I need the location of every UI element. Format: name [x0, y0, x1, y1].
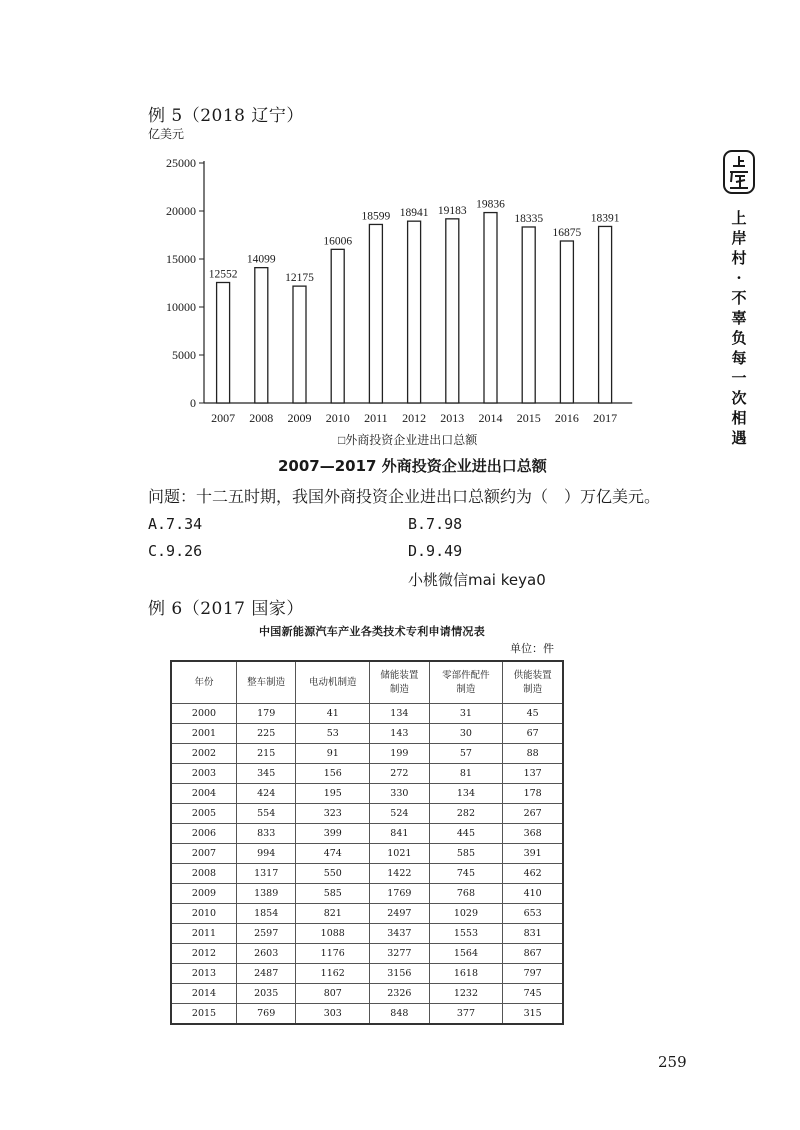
value-cell: 2035 — [237, 984, 296, 1004]
data-label: 14099 — [246, 253, 276, 266]
value-cell: 178 — [503, 784, 563, 804]
option-b: B.7.98 — [408, 515, 463, 533]
header-cell: 零部件配件 制造 — [429, 661, 503, 704]
value-cell: 30 — [429, 724, 503, 744]
y-tick-label: 25000 — [166, 156, 196, 170]
value-cell: 585 — [429, 844, 503, 864]
value-cell: 3277 — [370, 944, 429, 964]
value-cell: 797 — [503, 964, 563, 984]
value-cell: 215 — [237, 744, 296, 764]
data-label: 12552 — [208, 268, 238, 281]
value-cell: 330 — [370, 784, 429, 804]
option-c: C.9.26 — [148, 542, 203, 560]
value-cell: 848 — [370, 1004, 429, 1025]
page-number: 259 — [658, 1053, 687, 1071]
x-tick-label: 2011 — [364, 411, 388, 425]
value-cell: 554 — [237, 804, 296, 824]
slogan-char: 岸 — [731, 229, 747, 247]
value-cell: 745 — [503, 984, 563, 1004]
bar — [599, 226, 612, 403]
bar — [217, 283, 230, 403]
bar — [560, 241, 573, 403]
value-cell: 445 — [429, 824, 503, 844]
data-label: 16006 — [323, 235, 353, 248]
value-cell: 474 — [296, 844, 370, 864]
value-cell: 345 — [237, 764, 296, 784]
value-cell: 821 — [296, 904, 370, 924]
table-row — [171, 704, 563, 724]
value-cell: 2326 — [370, 984, 429, 1004]
header-cell: 整车制造 — [237, 661, 296, 704]
year-cell: 2002 — [171, 744, 237, 764]
value-cell: 1389 — [237, 884, 296, 904]
value-cell: 199 — [370, 744, 429, 764]
value-cell: 1564 — [429, 944, 503, 964]
value-cell: 134 — [429, 784, 503, 804]
value-cell: 377 — [429, 1004, 503, 1025]
legend-entry: □外商投资企业进出口总额 — [338, 433, 478, 447]
value-cell: 1021 — [370, 844, 429, 864]
x-tick-label: 2014 — [478, 411, 503, 425]
value-cell: 303 — [296, 1004, 370, 1025]
y-axis-unit-label: 亿美元 — [148, 127, 185, 141]
value-cell: 143 — [370, 724, 429, 744]
table-row — [171, 824, 563, 844]
value-cell: 41 — [296, 704, 370, 724]
table-row — [171, 884, 563, 904]
value-cell: 994 — [237, 844, 296, 864]
table-row — [171, 924, 563, 944]
value-cell: 769 — [237, 1004, 296, 1025]
year-cell: 2010 — [171, 904, 237, 924]
bar — [331, 249, 344, 403]
table-row — [171, 844, 563, 864]
x-tick-label: 2010 — [325, 411, 350, 425]
bar — [293, 286, 306, 403]
year-cell: 2009 — [171, 884, 237, 904]
value-cell: 745 — [429, 864, 503, 884]
value-cell: 323 — [296, 804, 370, 824]
sidebar-slogan — [726, 208, 752, 448]
year-cell: 2006 — [171, 824, 237, 844]
example5-title: 例 5（2018 辽宁） — [148, 106, 304, 126]
x-tick-label: 2013 — [440, 411, 465, 425]
question-text: 问题：十二五时期，我国外商投资企业进出口总额约为（ ）万亿美元。 — [148, 487, 661, 506]
option-a: A.7.34 — [148, 515, 203, 533]
year-cell: 2012 — [171, 944, 237, 964]
year-cell: 2011 — [171, 924, 237, 944]
slogan-char: 次 — [731, 389, 747, 407]
value-cell: 137 — [503, 764, 563, 784]
value-cell: 368 — [503, 824, 563, 844]
bar-chart — [140, 122, 640, 452]
table-header-row — [171, 661, 563, 704]
example6-title: 例 6（2017 国家） — [148, 599, 304, 619]
slogan-char: 负 — [731, 329, 747, 347]
header-cell: 储能装置 制造 — [370, 661, 429, 704]
value-cell: 1553 — [429, 924, 503, 944]
y-tick-label: 0 — [190, 396, 196, 410]
value-cell: 134 — [370, 704, 429, 724]
value-cell: 3156 — [370, 964, 429, 984]
header-cell: 年份 — [171, 661, 237, 704]
table-title: 中国新能源汽车产业各类技术专利申请情况表 — [259, 625, 485, 638]
value-cell: 391 — [503, 844, 563, 864]
table-row — [171, 724, 563, 744]
value-cell: 1317 — [237, 864, 296, 884]
data-label: 18391 — [590, 212, 620, 225]
slogan-char: 上 — [731, 209, 747, 227]
slogan-char: 村 — [731, 249, 747, 267]
value-cell: 156 — [296, 764, 370, 784]
watermark-text: 小桃微信mai keya0 — [408, 571, 546, 589]
table-row — [171, 864, 563, 884]
bar — [408, 221, 421, 403]
slogan-char: 遇 — [731, 429, 747, 447]
table-row — [171, 904, 563, 924]
brand-seal-logo — [723, 150, 755, 194]
value-cell: 81 — [429, 764, 503, 784]
year-cell: 2008 — [171, 864, 237, 884]
data-label: 16875 — [552, 227, 582, 239]
table-row — [171, 744, 563, 764]
table-row — [171, 964, 563, 984]
value-cell: 225 — [237, 724, 296, 744]
year-cell: 2000 — [171, 704, 237, 724]
y-tick-label: 20000 — [166, 204, 196, 218]
x-tick-label: 2009 — [287, 411, 312, 425]
slogan-char: 辜 — [731, 309, 747, 327]
value-cell: 282 — [429, 804, 503, 824]
bar — [255, 268, 268, 403]
table-unit: 单位：件 — [510, 642, 554, 655]
value-cell: 768 — [429, 884, 503, 904]
year-cell: 2014 — [171, 984, 237, 1004]
seal-glyph-icon — [725, 152, 753, 192]
table-row — [171, 804, 563, 824]
data-label: 19183 — [437, 204, 467, 217]
data-label: 18335 — [514, 212, 544, 225]
data-label: 18941 — [399, 207, 429, 220]
table-row — [171, 784, 563, 804]
value-cell: 3437 — [370, 924, 429, 944]
table-row — [171, 944, 563, 964]
value-cell: 1176 — [296, 944, 370, 964]
data-label: 19836 — [476, 198, 505, 211]
value-cell: 833 — [237, 824, 296, 844]
y-tick-label: 10000 — [166, 300, 196, 314]
value-cell: 1232 — [429, 984, 503, 1004]
data-label: 18599 — [361, 210, 391, 223]
year-cell: 2004 — [171, 784, 237, 804]
value-cell: 57 — [429, 744, 503, 764]
value-cell: 1029 — [429, 904, 503, 924]
slogan-char: 不 — [731, 289, 747, 307]
y-tick-label: 5000 — [172, 348, 196, 362]
value-cell: 1854 — [237, 904, 296, 924]
value-cell: 179 — [237, 704, 296, 724]
value-cell: 2597 — [237, 924, 296, 944]
value-cell: 2497 — [370, 904, 429, 924]
bar — [522, 227, 535, 403]
patent-table — [170, 660, 564, 1025]
header-cell: 电动机制造 — [296, 661, 370, 704]
value-cell: 2487 — [237, 964, 296, 984]
slogan-char: 相 — [731, 409, 747, 427]
x-tick-label: 2008 — [249, 411, 274, 425]
value-cell: 585 — [296, 884, 370, 904]
data-label: 12175 — [285, 272, 314, 285]
slogan-char: 每 — [731, 349, 747, 367]
value-cell: 841 — [370, 824, 429, 844]
header-cell: 供能装置 制造 — [503, 661, 563, 704]
x-tick-label: 2016 — [554, 411, 579, 425]
value-cell: 867 — [503, 944, 563, 964]
slogan-char: · — [736, 269, 742, 287]
bar — [369, 224, 382, 403]
value-cell: 831 — [503, 924, 563, 944]
value-cell: 45 — [503, 704, 563, 724]
value-cell: 53 — [296, 724, 370, 744]
value-cell: 424 — [237, 784, 296, 804]
value-cell: 315 — [503, 1004, 563, 1025]
value-cell: 195 — [296, 784, 370, 804]
value-cell: 462 — [503, 864, 563, 884]
table-row — [171, 984, 563, 1004]
value-cell: 1769 — [370, 884, 429, 904]
slogan-char: 一 — [731, 369, 747, 387]
value-cell: 410 — [503, 884, 563, 904]
table-row — [171, 1004, 563, 1025]
x-tick-label: 2007 — [211, 411, 236, 425]
value-cell: 1162 — [296, 964, 370, 984]
value-cell: 2603 — [237, 944, 296, 964]
x-tick-label: 2012 — [402, 411, 427, 425]
x-tick-label: 2015 — [516, 411, 541, 425]
value-cell: 807 — [296, 984, 370, 1004]
value-cell: 1088 — [296, 924, 370, 944]
x-tick-label: 2017 — [593, 411, 618, 425]
year-cell: 2007 — [171, 844, 237, 864]
year-cell: 2013 — [171, 964, 237, 984]
bar — [484, 213, 497, 403]
value-cell: 550 — [296, 864, 370, 884]
year-cell: 2005 — [171, 804, 237, 824]
chart-caption: 2007—2017 外商投资企业进出口总额 — [278, 457, 547, 475]
value-cell: 1422 — [370, 864, 429, 884]
value-cell: 91 — [296, 744, 370, 764]
value-cell: 267 — [503, 804, 563, 824]
value-cell: 272 — [370, 764, 429, 784]
year-cell: 2015 — [171, 1004, 237, 1025]
value-cell: 524 — [370, 804, 429, 824]
year-cell: 2003 — [171, 764, 237, 784]
value-cell: 31 — [429, 704, 503, 724]
value-cell: 88 — [503, 744, 563, 764]
option-d: D.9.49 — [408, 542, 463, 560]
bar — [446, 219, 459, 403]
value-cell: 399 — [296, 824, 370, 844]
value-cell: 1618 — [429, 964, 503, 984]
year-cell: 2001 — [171, 724, 237, 744]
value-cell: 653 — [503, 904, 563, 924]
table-row — [171, 764, 563, 784]
y-tick-label: 15000 — [166, 252, 196, 266]
value-cell: 67 — [503, 724, 563, 744]
